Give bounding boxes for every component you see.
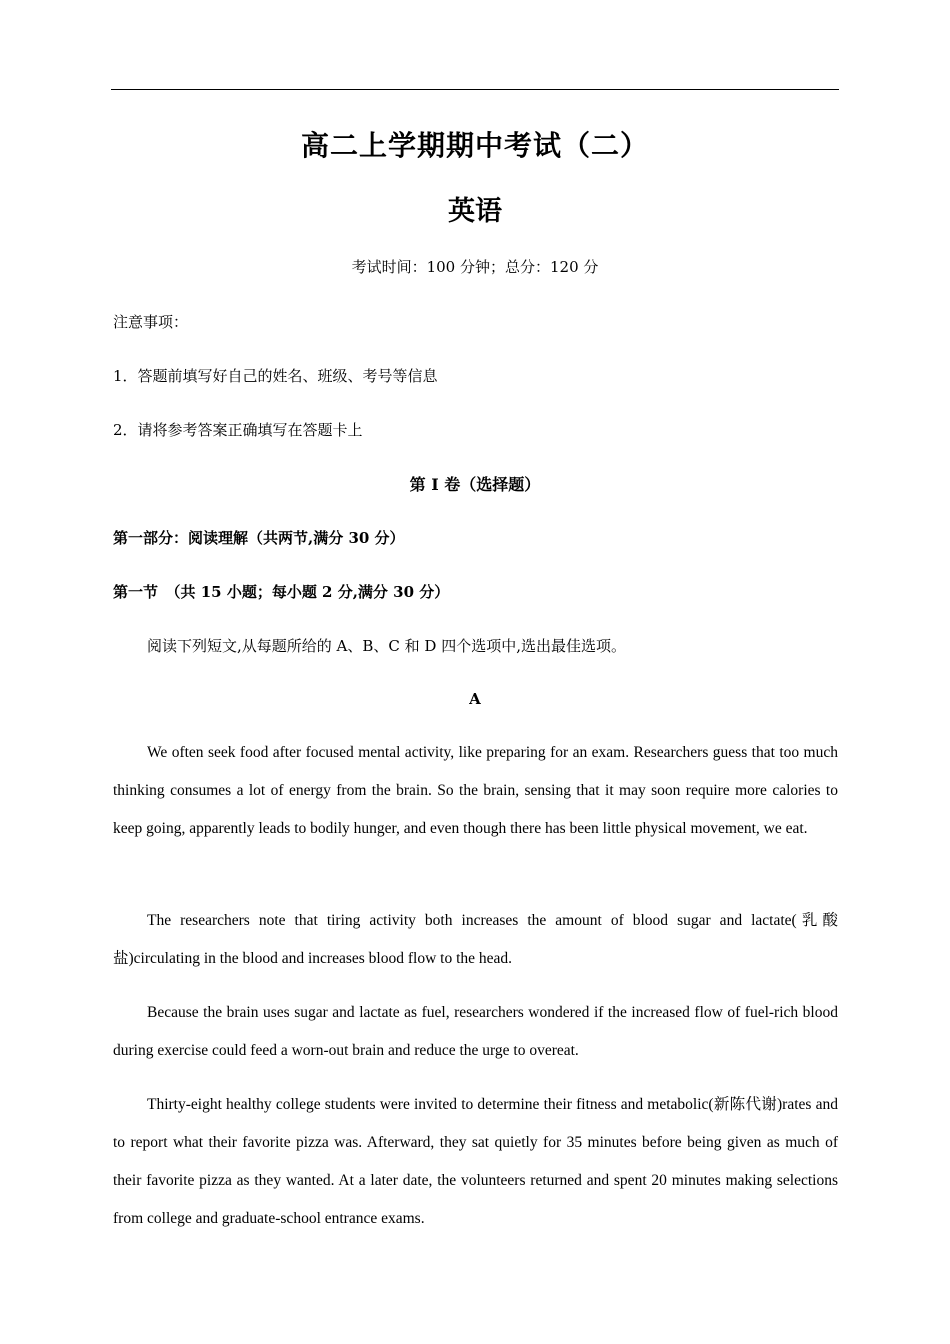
passage-paragraph-4: Thirty-eight healthy college students were invited to determine their fitness and metabolic(新陈代谢)rates and to report what their favorite pizza was. Afterward, they sat quietly for 35 minutes before being given as much of their favorite pizza as they wanted. At a later date, the volunteers returned and spent 20 minutes making selections from college and graduate-school entrance exams. (113, 1096, 838, 1227)
passage-paragraph-3: Because the brain uses sugar and lactate as fuel, researchers wondered if the increased flow of fuel-rich blood during exercise could feed a worn-out brain and reduce the urge to overeat. (113, 1004, 838, 1059)
notes-item-2: 2．请将参考答案正确填写在答题卡上 (113, 421, 363, 439)
exam-title: 高二上学期期中考试（二） (300, 129, 649, 162)
passage-paragraph-2: The researchers note that tiring activity both increases the amount of blood sugar and lactate(乳酸盐)circulating in the blood and increases blood flow to the head. (113, 912, 838, 967)
volume-title: 第 I 卷（选择题） (409, 475, 541, 494)
notes-heading: 注意事项： (113, 313, 189, 331)
notes-item-1: 1．答题前填写好自己的姓名、班级、考号等信息 (113, 367, 438, 385)
passage-label: A (469, 690, 481, 708)
header-rule (111, 89, 839, 90)
instruction: 阅读下列短文,从每题所给的 A、B、C 和 D 四个选项中,选出最佳选项。 (147, 637, 626, 655)
subject-title: 英语 (448, 196, 502, 227)
part-title: 第一部分：阅读理解（共两节,满分 30 分） (113, 529, 405, 547)
exam-info: 考试时间：100 分钟；总分：120 分 (351, 258, 599, 276)
passage-paragraph-1: We often seek food after focused mental activity, like preparing for an exam. Researchers guess that too much thinking consumes a lot of energy from the brain. So the brain, sensing that it may soon require more calories to keep going, apparently leads to bodily hunger, and even though there has been little physical movement, we eat. (113, 744, 838, 837)
section-title: 第一节 （共 15 小题；每小题 2 分,满分 30 分） (113, 583, 450, 601)
